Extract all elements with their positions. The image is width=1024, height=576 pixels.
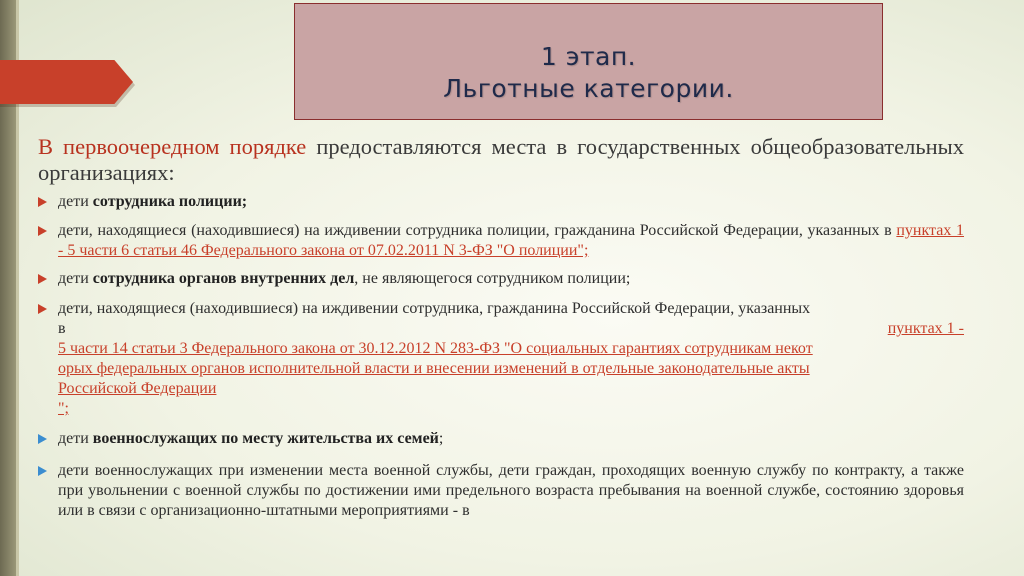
category-list xyxy=(38,192,964,521)
list-item xyxy=(38,192,964,212)
item-bold-text: сотрудника полиции; xyxy=(92,193,248,210)
intro-text: предоставляются места в государственных общеобразовательных организациях: xyxy=(38,134,964,185)
law-link-283-part5[interactable]: "; xyxy=(58,400,69,417)
item-text: дети, находящиеся (находившиеся) на иждивении сотрудника, гражданина Российской Федерации, указанных xyxy=(58,300,811,317)
arrow-bullet-icon xyxy=(38,274,47,284)
arrow-bullet-icon xyxy=(38,226,47,236)
arrow-bullet-icon xyxy=(38,304,47,314)
title-line-1: 1 этап. xyxy=(540,41,637,71)
intro-paragraph xyxy=(38,134,964,186)
law-link-283-part3[interactable]: орых федеральных органов исполнительной власти и внесении изменений в отдельные законодательные акты xyxy=(58,360,810,377)
title-line-2: Льготные категории. xyxy=(443,73,734,103)
item-text: дети военнослужащих при изменении места военной службы, дети граждан, проходящих военную службу по контракту, а также при увольнении с военной службы по достижении ими предельного возраста пребывания на военной службе, состоянию здоровья или в связи с организационно-штатными мероприятиями - в xyxy=(58,462,964,519)
law-link-283-part4[interactable]: Российской Федерации xyxy=(58,380,217,397)
list-item xyxy=(38,429,964,449)
law-link-283-part1[interactable]: пунктах 1 - xyxy=(887,320,964,337)
title-box xyxy=(294,3,883,120)
item-text: в xyxy=(58,320,66,337)
list-item xyxy=(38,299,964,419)
item-text: , не являющегося сотрудником полиции; xyxy=(354,270,631,287)
list-item xyxy=(38,269,964,289)
list-item xyxy=(38,461,964,521)
item-line xyxy=(58,319,964,339)
arrow-bullet-icon xyxy=(38,197,47,207)
arrow-bullet-icon xyxy=(38,434,47,444)
item-bold-text: военнослужащих по месту жительства их семей xyxy=(92,430,439,447)
item-text: дети, находящиеся (находившиеся) на иждивении сотрудника полиции, гражданина Российской Федерации, указанных в xyxy=(58,222,897,239)
item-text: дети xyxy=(58,430,93,447)
list-item xyxy=(38,221,964,261)
slide-content xyxy=(38,134,964,521)
red-arrow-decoration xyxy=(0,60,133,104)
item-text: дети xyxy=(58,193,93,210)
intro-accent: В первоочередном порядке xyxy=(38,134,307,159)
item-bold-text: сотрудника органов внутренних дел xyxy=(92,270,355,287)
item-text: ; xyxy=(438,430,444,447)
law-link-police[interactable]: пунктах 1 - 5 части 6 статьи 46 Федерального закона от 07.02.2011 N 3-ФЗ "О полиции"; xyxy=(58,222,965,259)
arrow-bullet-icon xyxy=(38,466,47,476)
item-text: дети xyxy=(58,270,93,287)
law-link-283-part2[interactable]: 5 части 14 статьи 3 Федерального закона от 30.12.2012 N 283-ФЗ "О социальных гарантиях сотрудникам некот xyxy=(58,340,813,357)
